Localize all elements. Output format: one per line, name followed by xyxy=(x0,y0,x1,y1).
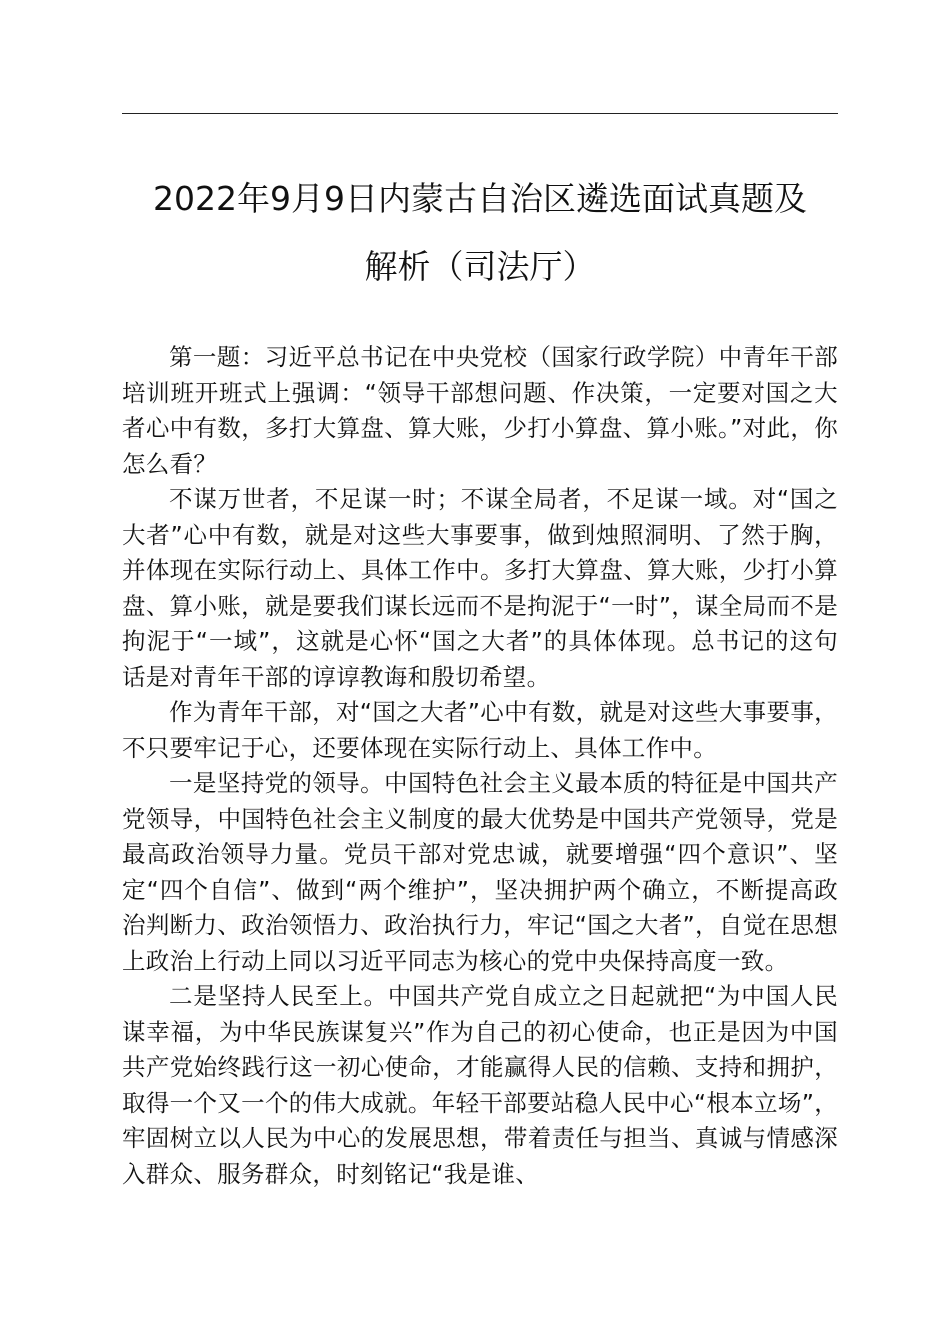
paragraph-intro: 不谋万世者，不足谋一时；不谋全局者，不足谋一域。对“国之大者”心中有数，就是对这些大事要事，做到烛照洞明、了然于胸，并体现在实际行动上、具体工作中。多打大算盘、算大账，少打小算盘、算小账，就是要我们谋长远而不是拘泥于“一时”，谋全局而不是拘泥于“一域”，这就是心怀“国之大者”的具体体现。总书记的这句话是对青年干部的谆谆教诲和殷切希望。 xyxy=(122,485,838,691)
paragraph-youth-cadre: 作为青年干部，对“国之大者”心中有数，就是对这些大事要事，不只要牢记于心，还要体现在实际行动上、具体工作中。 xyxy=(122,698,838,762)
document-body xyxy=(122,340,838,1192)
paragraph-question: 第一题：习近平总书记在中央党校（国家行政学院）中青年干部培训班开班式上强调：“领导干部想问题、作决策，一定要对国之大者心中有数，多打大算盘、算大账，少打小算盘、算小账。”对此，你怎么看？ xyxy=(122,343,838,478)
paragraph-point-two: 二是坚持人民至上。中国共产党自成立之日起就把“为中国人民谋幸福，为中华民族谋复兴”作为自己的初心使命，也正是因为中国共产党始终践行这一初心使命，才能赢得人民的信赖、支持和拥护，取得一个又一个的伟大成就。年轻干部要站稳人民中心“根本立场”，牢固树立以人民为中心的发展思想，带着责任与担当、真诚与情感深入群众、服务群众，时刻铭记“我是谁、 xyxy=(122,982,838,1188)
title-line-2: 解析（司法厅） xyxy=(364,247,596,286)
title-line-1: 2022年9月9日内蒙古自治区遴选面试真题及 xyxy=(153,179,807,218)
paragraph-point-one: 一是坚持党的领导。中国特色社会主义最本质的特征是中国共产党领导，中国特色社会主义制度的最大优势是中国共产党领导，党是最高政治领导力量。党员干部对党忠诚，就要增强“四个意识”、坚定“四个自信”、做到“两个维护”，坚决拥护两个确立，不断提高政治判断力、政治领悟力、政治执行力，牢记“国之大者”，自觉在思想上政治上行动上同以习近平同志为核心的党中央保持高度一致。 xyxy=(122,769,838,975)
header-divider xyxy=(122,113,838,114)
document-title xyxy=(122,165,838,301)
